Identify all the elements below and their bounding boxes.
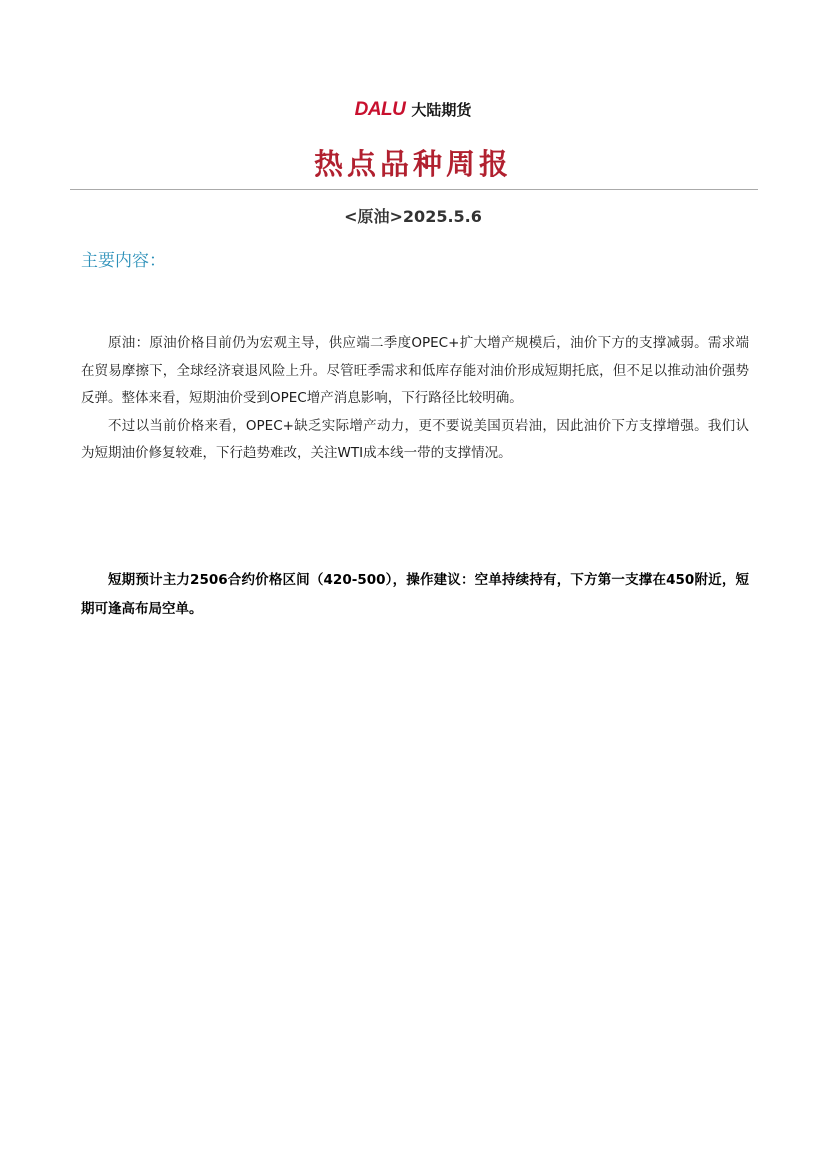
company-logo — [0, 99, 826, 121]
report-title: 热点品种周报 — [313, 147, 512, 181]
logo-text: 大陆期货 — [411, 101, 472, 119]
section-heading: 主要内容： — [81, 251, 166, 271]
trading-recommendation: 短期预计主力2506合约价格区间（420-500），操作建议：空单持续持有，下方第一支撑在450附近，短期可逢高布局空单。 — [81, 572, 749, 617]
report-subtitle: <原油>2025.5.6 — [344, 207, 482, 226]
analysis-paragraph-1: 原油：原油价格目前仍为宏观主导，供应端二季度OPEC+扩大增产规模后，油价下方的支撑减弱。需求端在贸易摩擦下，全球经济衰退风险上升。尽管旺季需求和低库存能对油价形成短期托底，但不足以推动油价强势反弹。整体来看，短期油价受到OPEC增产消息影响，下行路径比较明确。 — [81, 335, 749, 406]
logo-mark: DALU — [354, 99, 406, 120]
title-divider — [70, 189, 758, 190]
analysis-paragraph-2: 不过以当前价格来看，OPEC+缺乏实际增产动力，更不要说美国页岩油，因此油价下方支撑增强。我们认为短期油价修复较难，下行趋势难改，关注WTI成本线一带的支撑情况。 — [81, 417, 749, 461]
report-body — [81, 330, 749, 468]
